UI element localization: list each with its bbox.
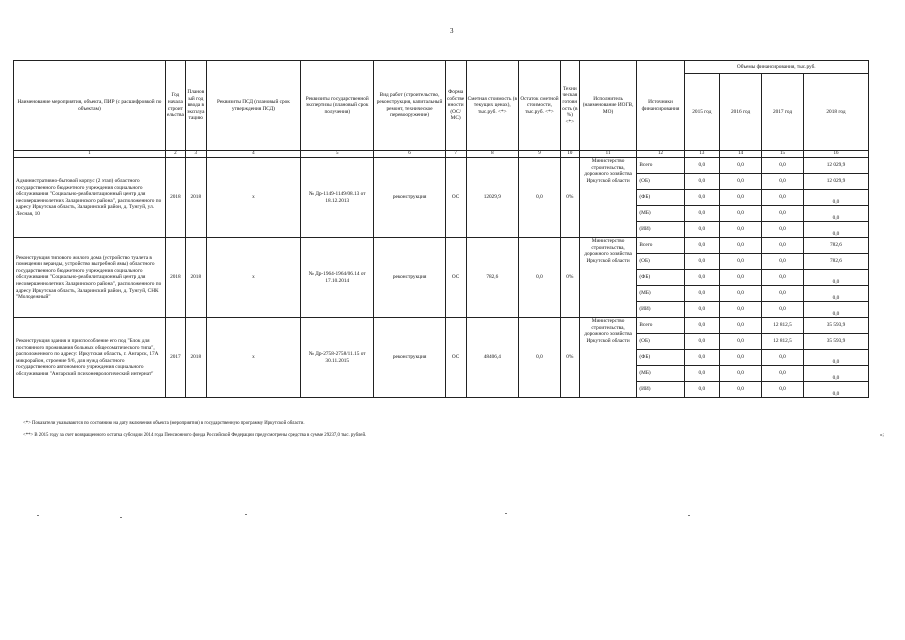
funding-value: 782,6 bbox=[803, 238, 868, 254]
header-estimated-cost: Сметная стоимость (в текущих ценах), тыс.руб. <*> bbox=[466, 61, 518, 151]
column-number: 6 bbox=[374, 151, 445, 158]
funding-value: 0,0 bbox=[720, 254, 762, 270]
column-number: 11 bbox=[579, 151, 637, 158]
funding-value: 12 812,5 bbox=[762, 334, 804, 350]
object-remaining-cost: 0,0 bbox=[519, 318, 561, 398]
financing-table-sheet bbox=[13, 60, 869, 398]
column-number: 5 bbox=[301, 151, 374, 158]
column-number: 15 bbox=[762, 151, 804, 158]
object-plan-year: 2018 bbox=[185, 238, 206, 318]
funding-source: Всего bbox=[637, 238, 684, 254]
funding-value: 0,0 bbox=[762, 190, 804, 206]
funding-value: 0,0 bbox=[720, 334, 762, 350]
object-expertise: № Др-1964-1964/06.14 от 17.10.2014 bbox=[301, 238, 374, 318]
funding-value: 0,0 bbox=[684, 334, 720, 350]
header-funding-group: Объемы финансирования, тыс.руб. bbox=[684, 61, 868, 74]
column-number: 12 bbox=[637, 151, 684, 158]
funding-value: 0,0 bbox=[720, 158, 762, 174]
funding-value: 0,0 bbox=[720, 206, 762, 222]
object-name: Административно-бытовой корпус (2 этап) областного государственного бюджетного учреждения социального обслуживания "Социально-реабилитационный центр для несовершеннолетних Заларинского района", расположенного по адресу Иркутская область, Заларинский район, д. Тунгуй, ул. Лесная, 10 bbox=[14, 158, 166, 238]
column-number: 7 bbox=[445, 151, 466, 158]
object-ownership: ОС bbox=[445, 238, 466, 318]
object-work-type: реконструкция bbox=[374, 238, 445, 318]
object-readiness: 0% bbox=[560, 238, 579, 318]
funding-value: 0,0 bbox=[803, 382, 868, 398]
header-plan-year: Плановый год ввода в эксплуатацию bbox=[185, 61, 206, 151]
object-estimated-cost: 12029,9 bbox=[466, 158, 518, 238]
scan-speck bbox=[37, 515, 39, 516]
column-number: 3 bbox=[185, 151, 206, 158]
funding-value: 0,0 bbox=[684, 206, 720, 222]
funding-value: 12 029,9 bbox=[803, 158, 868, 174]
funding-value: 0,0 bbox=[803, 270, 868, 286]
header-executor: Исполнитель (наименование ИОГВ, МО) bbox=[579, 61, 637, 151]
funding-value: 0,0 bbox=[803, 350, 868, 366]
object-executor: Министерство строительства, дорожного хозяйства Иркутской области bbox=[579, 318, 637, 398]
funding-value: 0,0 bbox=[684, 158, 720, 174]
object-psd: х bbox=[206, 318, 300, 398]
header-year: 2015 год bbox=[684, 74, 720, 151]
table-row bbox=[14, 238, 869, 254]
funding-value: 0,0 bbox=[720, 318, 762, 334]
funding-source: (МБ) bbox=[637, 206, 684, 222]
header-start-year: Год начала строительства bbox=[165, 61, 185, 151]
header-name: Наименование мероприятия, объекта, ПИР (с расшифровкой по объектам) bbox=[14, 61, 166, 151]
funding-source: (МБ) bbox=[637, 366, 684, 382]
object-psd: х bbox=[206, 238, 300, 318]
object-estimated-cost: 782,6 bbox=[466, 238, 518, 318]
funding-value: 0,0 bbox=[720, 382, 762, 398]
object-readiness: 0% bbox=[560, 158, 579, 238]
funding-value: 0,0 bbox=[720, 286, 762, 302]
object-estimated-cost: 48406,4 bbox=[466, 318, 518, 398]
funding-value: 0,0 bbox=[720, 366, 762, 382]
header-funding-sources: Источники финансирования bbox=[637, 61, 684, 151]
funding-value: 0,0 bbox=[803, 190, 868, 206]
header-psd: Реквизиты ПСД (плановый срок утверждения ПСД) bbox=[206, 61, 300, 151]
funding-source: (ФБ) bbox=[637, 350, 684, 366]
funding-value: 0,0 bbox=[720, 270, 762, 286]
header-expertise: Реквизиты государственной экспертизы (плановый срок получения) bbox=[301, 61, 374, 151]
object-executor: Министерство строительства, дорожного хозяйства Иркутской области bbox=[579, 158, 637, 238]
header-remaining-cost: Остаток сметной стоимости, тыс.руб. <*> bbox=[519, 61, 561, 151]
header-ownership: Форма собственности (ОС/МС) bbox=[445, 61, 466, 151]
funding-source: (МБ) bbox=[637, 286, 684, 302]
funding-value: 0,0 bbox=[762, 286, 804, 302]
funding-value: 0,0 bbox=[762, 302, 804, 318]
funding-source: (ИИ) bbox=[637, 302, 684, 318]
column-number: 10 bbox=[560, 151, 579, 158]
column-number: 13 bbox=[684, 151, 720, 158]
header-readiness: Техническая готовность (в %) <*> bbox=[560, 61, 579, 151]
header-year: 2018 год bbox=[803, 74, 868, 151]
column-number: 4 bbox=[206, 151, 300, 158]
funding-value: 0,0 bbox=[684, 222, 720, 238]
table-body bbox=[14, 158, 869, 398]
funding-value: 0,0 bbox=[762, 254, 804, 270]
funding-value: 0,0 bbox=[762, 174, 804, 190]
object-start-year: 2018 bbox=[165, 158, 185, 238]
scan-speck bbox=[245, 514, 247, 515]
object-ownership: ОС bbox=[445, 318, 466, 398]
column-number: 14 bbox=[720, 151, 762, 158]
footnote-2: <**> В 2015 году за счет возвращенного остатка субсидии 2014 года Пенсионного фонда Российской Федерации предусмотрены средства в сумме 29237,0 тыс. рублей. bbox=[23, 433, 367, 438]
funding-value: 0,0 bbox=[803, 206, 868, 222]
funding-value: 0,0 bbox=[762, 382, 804, 398]
scan-speck bbox=[505, 513, 507, 514]
funding-value: 0,0 bbox=[684, 174, 720, 190]
column-number: 9 bbox=[519, 151, 561, 158]
funding-source: (ОБ) bbox=[637, 174, 684, 190]
column-number: 16 bbox=[803, 151, 868, 158]
funding-value: 0,0 bbox=[720, 238, 762, 254]
funding-value: 0,0 bbox=[720, 190, 762, 206]
object-ownership: ОС bbox=[445, 158, 466, 238]
funding-value: 0,0 bbox=[720, 302, 762, 318]
table-row bbox=[14, 318, 869, 334]
object-executor: Министерство строительства, дорожного хозяйства Иркутской области bbox=[579, 238, 637, 318]
funding-value: 0,0 bbox=[684, 350, 720, 366]
object-psd: х bbox=[206, 158, 300, 238]
footnote-1: <*> Показатели указываются по состоянию на дату включения объекта (мероприятия) в государственную программу Иркутской области. bbox=[23, 421, 305, 426]
funding-value: 0,0 bbox=[684, 286, 720, 302]
funding-value: 0,0 bbox=[684, 238, 720, 254]
funding-value: 0,0 bbox=[762, 270, 804, 286]
funding-source: (ОБ) bbox=[637, 254, 684, 270]
funding-value: 35 593,9 bbox=[803, 318, 868, 334]
funding-source: (ФБ) bbox=[637, 190, 684, 206]
object-name: Реконструкция типового жилого дома (устройство туалета в помещении веранды, устройство выгребной ямы) областного государственного бюджетного учреждения социального обслуживания "Социально-реабилитационный центр для несовершеннолетних Заларинского района", расположенного по адресу Иркутская область, Заларинский район, д. Тунгуй, СНК "Молодежный" bbox=[14, 238, 166, 318]
column-number: 1 bbox=[14, 151, 166, 158]
funding-value: 0,0 bbox=[762, 206, 804, 222]
funding-value: 0,0 bbox=[684, 190, 720, 206]
object-work-type: реконструкция bbox=[374, 318, 445, 398]
funding-value: 12 029,9 bbox=[803, 174, 868, 190]
page-number: 3 bbox=[450, 27, 454, 35]
table-row bbox=[14, 158, 869, 174]
object-work-type: реконструкция bbox=[374, 158, 445, 238]
funding-value: 12 812,5 bbox=[762, 318, 804, 334]
header-year: 2016 год bbox=[720, 74, 762, 151]
funding-source: (ИИ) bbox=[637, 222, 684, 238]
funding-source: (ФБ) bbox=[637, 270, 684, 286]
column-number: 8 bbox=[466, 151, 518, 158]
scan-speck bbox=[120, 517, 122, 518]
object-readiness: 0% bbox=[560, 318, 579, 398]
funding-value: 0,0 bbox=[762, 158, 804, 174]
object-name: Реконструкция здания и приспособление его под "Блок для постоянного проживания больных общесоматического типа", расположенного по адресу: Иркутская область, г. Ангарск, 17А микрорайон, строение 9/6, для нужд областного государственного автономного учреждения социального обслуживания "Ангарский психоневрологический интернат" bbox=[14, 318, 166, 398]
object-plan-year: 2018 bbox=[185, 318, 206, 398]
object-remaining-cost: 0,0 bbox=[519, 238, 561, 318]
object-expertise: № Др-2758-2758/11.15 от 30.11.2015 bbox=[301, 318, 374, 398]
funding-source: Всего bbox=[637, 158, 684, 174]
header-year: 2017 год bbox=[762, 74, 804, 151]
funding-value: 0,0 bbox=[762, 366, 804, 382]
funding-value: 0,0 bbox=[684, 302, 720, 318]
funding-value: 0,0 bbox=[684, 270, 720, 286]
scan-speck bbox=[688, 515, 690, 516]
header-work-type: Вид работ (строительство, реконструкция, капитальный ремонт, техническое перевооружение) bbox=[374, 61, 445, 151]
funding-value: 0,0 bbox=[803, 366, 868, 382]
funding-value: 0,0 bbox=[762, 350, 804, 366]
funding-source: (ИИ) bbox=[637, 382, 684, 398]
funding-value: 0,0 bbox=[684, 382, 720, 398]
funding-source: Всего bbox=[637, 318, 684, 334]
funding-value: 0,0 bbox=[720, 222, 762, 238]
object-start-year: 2017 bbox=[165, 318, 185, 398]
funding-value: 0,0 bbox=[684, 254, 720, 270]
funding-value: 0,0 bbox=[803, 286, 868, 302]
funding-value: 0,0 bbox=[720, 174, 762, 190]
corner-mark: »; bbox=[880, 433, 884, 438]
funding-value: 0,0 bbox=[803, 302, 868, 318]
funding-value: 0,0 bbox=[684, 366, 720, 382]
funding-source: (ОБ) bbox=[637, 334, 684, 350]
financing-table bbox=[13, 60, 869, 398]
object-plan-year: 2018 bbox=[185, 158, 206, 238]
funding-value: 0,0 bbox=[720, 350, 762, 366]
funding-value: 782,6 bbox=[803, 254, 868, 270]
funding-value: 0,0 bbox=[762, 222, 804, 238]
column-number: 2 bbox=[165, 151, 185, 158]
funding-value: 0,0 bbox=[762, 238, 804, 254]
object-remaining-cost: 0,0 bbox=[519, 158, 561, 238]
object-expertise: № Др-1149-1149/08.13 от 18.12.2013 bbox=[301, 158, 374, 238]
funding-value: 35 593,9 bbox=[803, 334, 868, 350]
funding-value: 0,0 bbox=[684, 318, 720, 334]
funding-value: 0,0 bbox=[803, 222, 868, 238]
object-start-year: 2018 bbox=[165, 238, 185, 318]
